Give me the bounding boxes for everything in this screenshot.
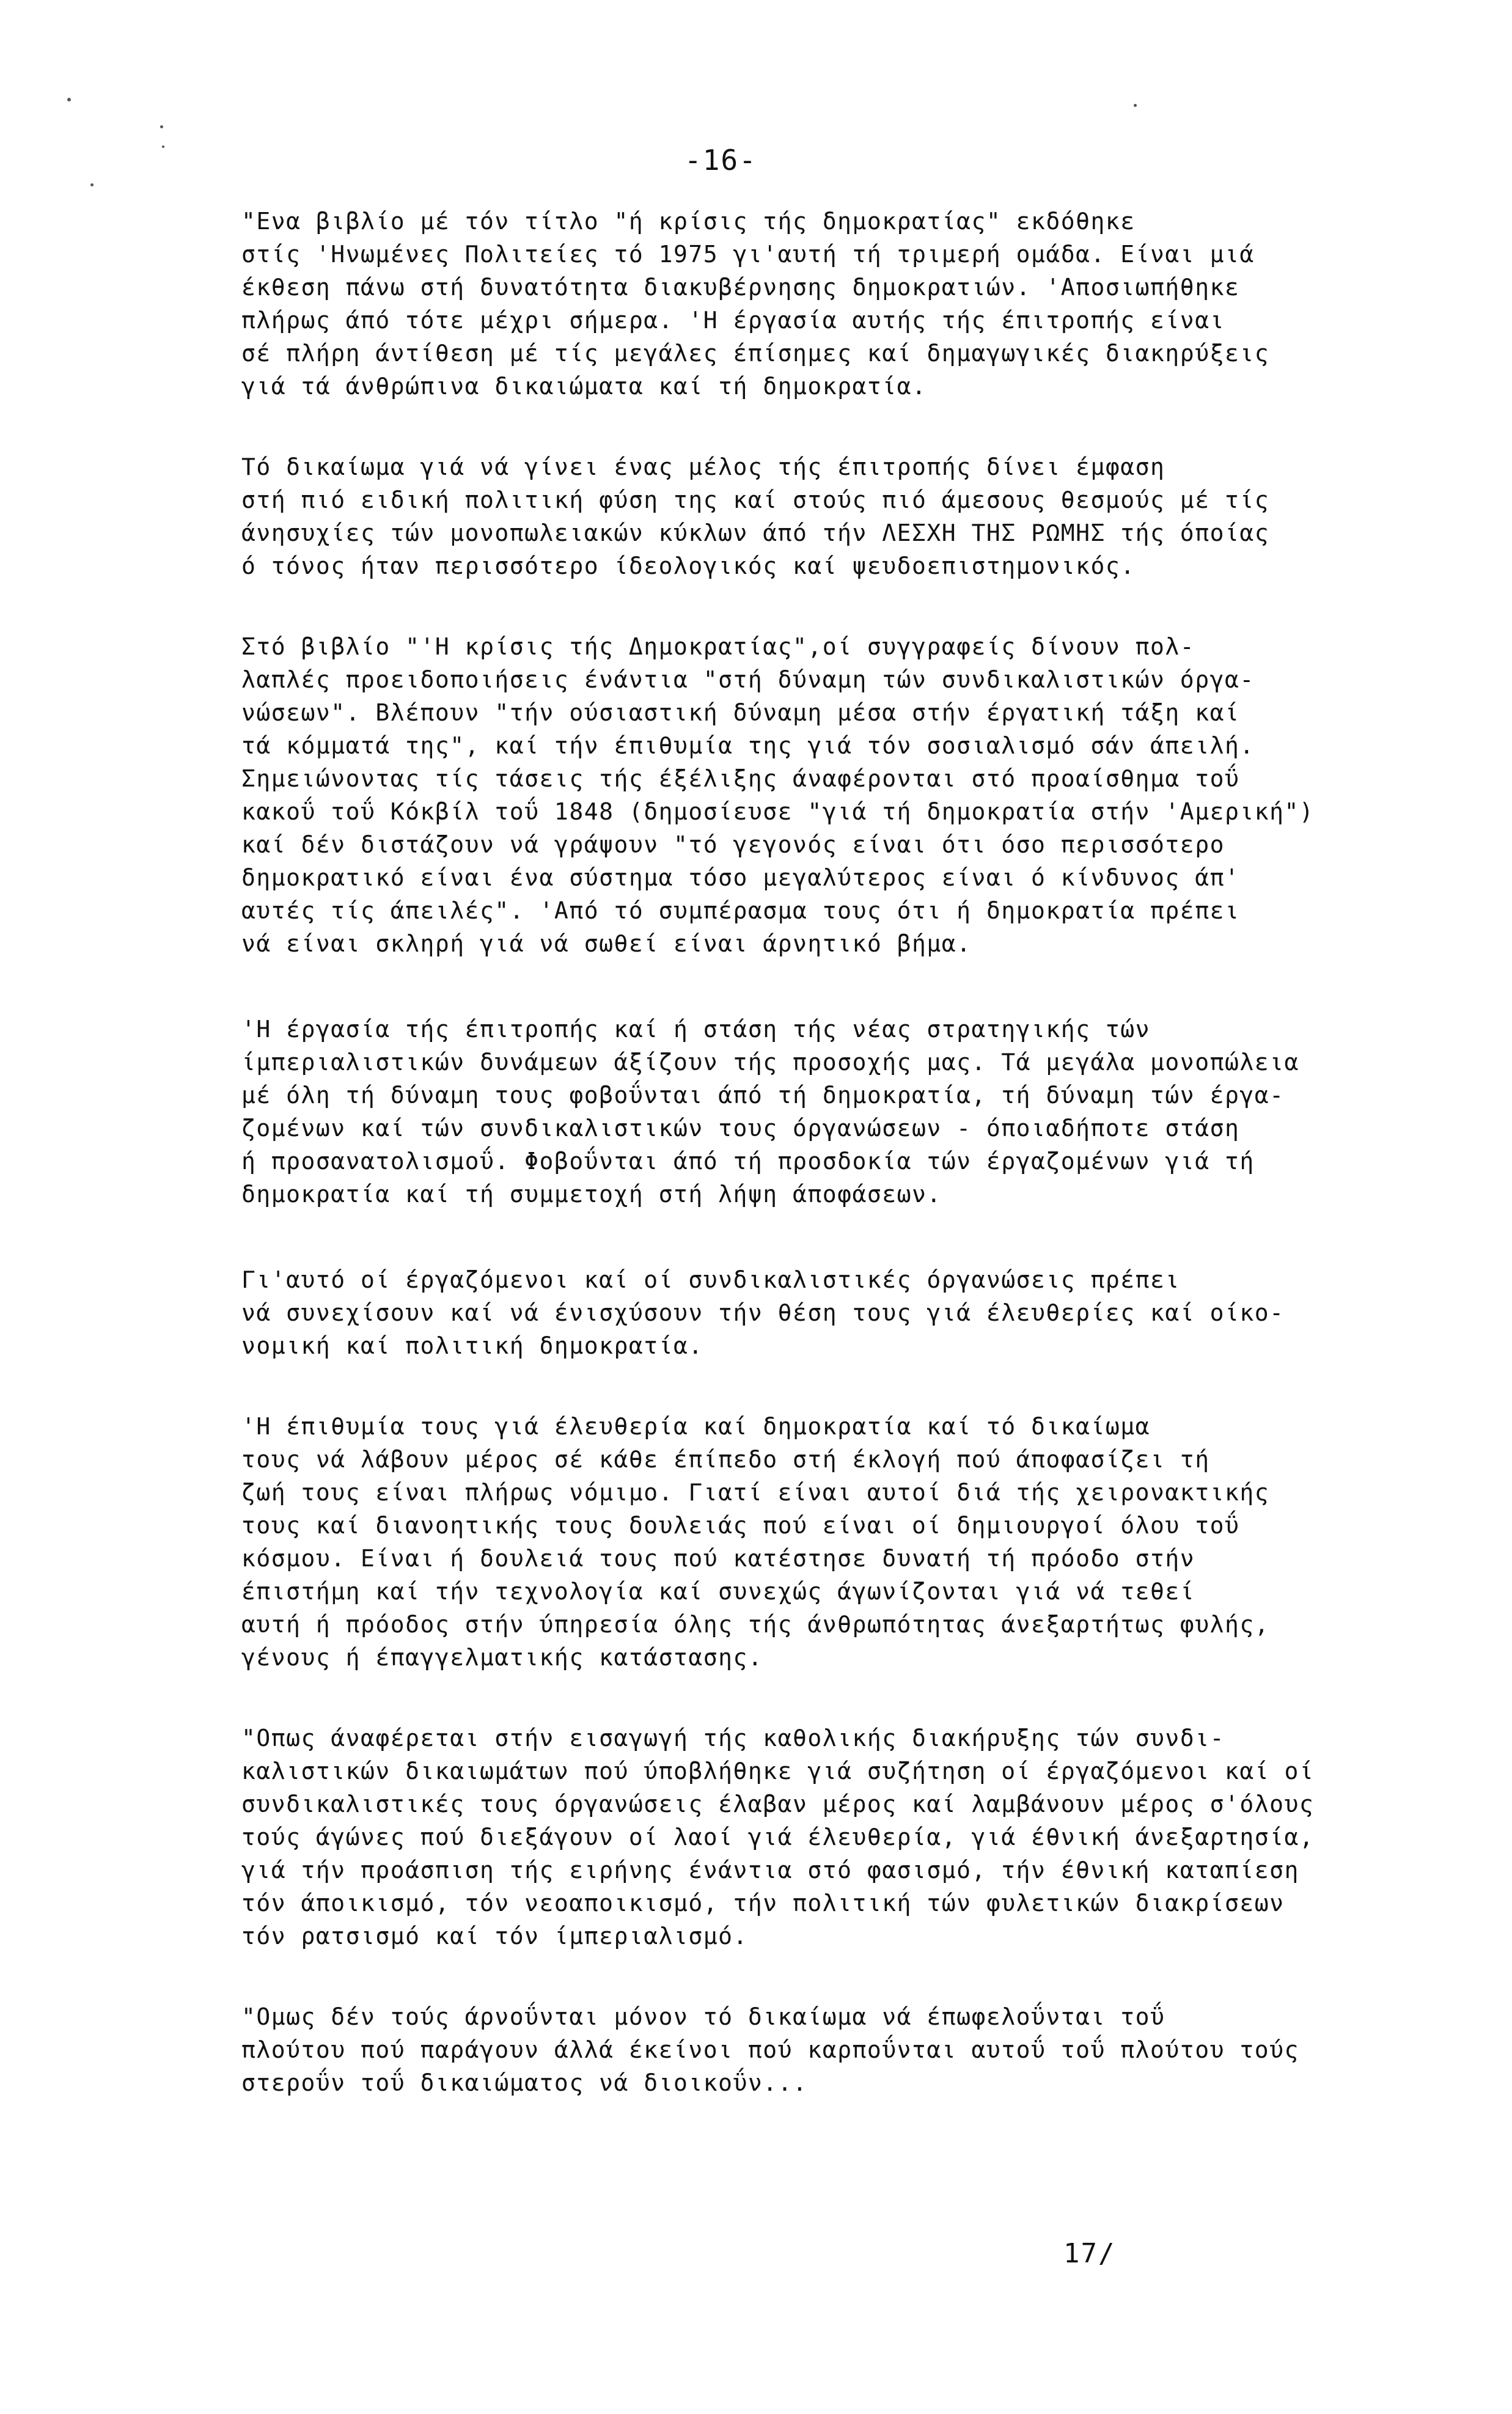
scan-speck — [160, 125, 163, 128]
text-line: ζομένων καί τών συνδικαλιστικών τους όργανώσεων - όποιαδήποτε στάση — [241, 1115, 1240, 1142]
text-line: γένους ή έπαγγελματικής κατάστασης. — [241, 1644, 763, 1671]
text-line: δημοκρατικό είναι ένα σύστημα τόσο μεγαλύτερος είναι ό κίνδυνος άπ' — [241, 864, 1240, 891]
page-number: -16- — [684, 144, 757, 177]
paragraph — [241, 1410, 1341, 1674]
text-line: "Ενα βιβλίο μέ τόν τίτλο "ή κρίσις τής δημοκρατίας" εκδόθηκε — [241, 208, 1136, 235]
text-line: γιά τήν προάσπιση τής ειρήνης ένάντια στό φασισμό, τήν έθνική καταπίεση — [241, 1857, 1299, 1884]
text-line: νά είναι σκληρή γιά νά σωθεί είναι άρνητικό βήμα. — [241, 930, 972, 957]
next-page-marker: 17/ — [1063, 2238, 1116, 2269]
text-line: Στό βιβλίο "'Η κρίσις τής Δημοκρατίας",οί συγγραφείς δίνουν πολ- — [241, 633, 1195, 660]
paragraph — [241, 1263, 1341, 1362]
text-line: δημοκρατία καί τή συμμετοχή στή λήψη άποφάσεων. — [241, 1181, 942, 1208]
text-line: Σημειώνοντας τίς τάσεις τής έξέλιξης άναφέρονται στό προαίσθημα τοΰ — [241, 765, 1240, 792]
text-line: άνησυχίες τών μονοπωλειακών κύκλων άπό τήν ΛΕΣΧΗ ΤΗΣ ΡΩΜΗΣ τής όποίας — [241, 519, 1270, 546]
paragraph — [241, 205, 1341, 403]
text-line: 'Η έπιθυμία τους γιά έλευθερία καί δημοκρατία καί τό δικαίωμα — [241, 1413, 1151, 1440]
text-line: "Ομως δέν τούς άρνοΰνται μόνον τό δικαίωμα νά έπωφελοΰνται τοΰ — [241, 2003, 1165, 2030]
text-line: νά συνεχίσουν καί νά ένισχύσουν τήν θέση τους γιά έλευθερίες καί οίκο- — [241, 1299, 1285, 1326]
text-line: νώσεων". Βλέπουν "τήν ούσιαστική δύναμη μέσα στήν έργατική τάξη καί — [241, 699, 1240, 726]
text-line: στεροΰν τοΰ δικαιώματος νά διοικοΰν... — [241, 2069, 808, 2096]
text-line: συνδικαλιστικές τους όργανώσεις έλαβαν μέρος καί λαμβάνουν μέρος σ'όλους — [241, 1791, 1315, 1818]
paragraph — [241, 1013, 1341, 1211]
text-line: τόν άποικισμό, τόν νεοαποικισμό, τήν πολιτική τών φυλετικών διακρίσεων — [241, 1890, 1285, 1917]
text-line: Γι'αυτό οί έργαζόμενοι καί οί συνδικαλιστικές όργανώσεις πρέπει — [241, 1266, 1180, 1293]
text-line: στίς 'Ηνωμένες Πολιτείες τό 1975 γι'αυτή τή τριμερή ομάδα. Είναι μιά — [241, 241, 1255, 268]
paragraph — [241, 630, 1341, 960]
text-line: καλιστικών δικαιωμάτων πού ύποβλήθηκε γιά συζήτηση οί έργαζόμενοι καί οί — [241, 1758, 1315, 1785]
scan-speck — [90, 183, 94, 186]
text-line: αυτή ή πρόοδος στήν ύπηρεσία όλης τής άνθρωπότητας άνεξαρτήτως φυλής, — [241, 1611, 1270, 1638]
text-line: πλούτου πού παράγουν άλλά έκείνοι πού καρποΰνται αυτοΰ τοΰ πλούτου τούς — [241, 2036, 1299, 2063]
text-line: σέ πλήρη άντίθεση μέ τίς μεγάλες έπίσημες καί δημαγωγικές διακηρύξεις — [241, 340, 1270, 367]
paragraph — [241, 2000, 1341, 2099]
text-line: ό τόνος ήταν περισσότερο ίδεολογικός καί ψευδοεπιστημονικός. — [241, 552, 1136, 579]
text-line: τά κόμματά της", καί τήν έπιθυμία της γιά τόν σοσιαλισμό σάν άπειλή. — [241, 732, 1255, 759]
text-line: έπιστήμη καί τήν τεχνολογία καί συνεχώς άγωνίζονται γιά νά τεθεί — [241, 1578, 1195, 1605]
text-line: μέ όλη τή δύναμη τους φοβοΰνται άπό τή δημοκρατία, τή δύναμη τών έργα- — [241, 1082, 1285, 1109]
text-line: "Οπως άναφέρεται στήν εισαγωγή τής καθολικής διακήρυξης τών συνδι- — [241, 1725, 1225, 1752]
text-line: κόσμου. Είναι ή δουλειά τους πού κατέστησε δυνατή τή πρόοδο στήν — [241, 1545, 1195, 1572]
scan-speck — [162, 145, 164, 148]
text-line: νομική καί πολιτική δημοκρατία. — [241, 1332, 703, 1359]
text-line: γιά τά άνθρώπινα δικαιώματα καί τή δημοκρατία. — [241, 373, 927, 400]
text-line: έκθεση πάνω στή δυνατότητα διακυβέρνησης δημοκρατιών. 'Αποσιωπήθηκε — [241, 274, 1240, 301]
text-line: τους καί διανοητικής τους δουλειάς πού είναι οί δημιουργοί όλου τοΰ — [241, 1512, 1240, 1539]
text-line: στή πιό ειδική πολιτική φύση της καί στούς πιό άμεσους θεσμούς μέ τίς — [241, 486, 1270, 513]
paragraph — [241, 1722, 1341, 1953]
text-line: κακοΰ τοΰ Κόκβίλ τοΰ 1848 (δημοσίευσε "γιά τή δημοκρατία στήν 'Αμερική") — [241, 798, 1315, 825]
text-line: λαπλές προειδοποιήσεις ένάντια "στή δύναμη τών συνδικαλιστικών όργα- — [241, 666, 1255, 693]
text-line: τόν ρατσισμό καί τόν ίμπεριαλισμό. — [241, 1923, 748, 1950]
body-text — [241, 205, 1341, 2147]
text-line: Τό δικαίωμα γιά νά γίνει ένας μέλος τής έπιτροπής δίνει έμφαση — [241, 453, 1165, 480]
text-line: ή προσανατολισμοΰ. Φοβοΰνται άπό τή προσδοκία τών έργαζομένων γιά τή — [241, 1148, 1255, 1175]
text-line: πλήρως άπό τότε μέχρι σήμερα. 'Η έργασία αυτής τής έπιτροπής είναι — [241, 307, 1225, 334]
text-line: καί δέν διστάζουν νά γράψουν "τό γεγονός είναι ότι όσο περισσότερο — [241, 831, 1225, 858]
scan-speck — [67, 98, 71, 101]
text-line: αυτές τίς άπειλές". 'Από τό συμπέρασμα τους ότι ή δημοκρατία πρέπει — [241, 897, 1240, 924]
paragraph — [241, 450, 1341, 582]
scan-speck — [1134, 104, 1137, 107]
text-line: ίμπεριαλιστικών δυνάμεων άξίζουν τής προσοχής μας. Τά μεγάλα μονοπώλεια — [241, 1049, 1299, 1076]
text-line: τούς άγώνες πού διεξάγουν οί λαοί γιά έλευθερία, γιά έθνική άνεξαρτησία, — [241, 1824, 1315, 1851]
text-line: 'Η έργασία τής έπιτροπής καί ή στάση τής νέας στρατηγικής τών — [241, 1016, 1151, 1043]
text-line: ζωή τους είναι πλήρως νόμιμο. Γιατί είναι αυτοί διά τής χειρονακτικής — [241, 1479, 1270, 1506]
text-line: τους νά λάβουν μέρος σέ κάθε έπίπεδο στή έκλογή πού άποφασίζει τή — [241, 1446, 1210, 1473]
